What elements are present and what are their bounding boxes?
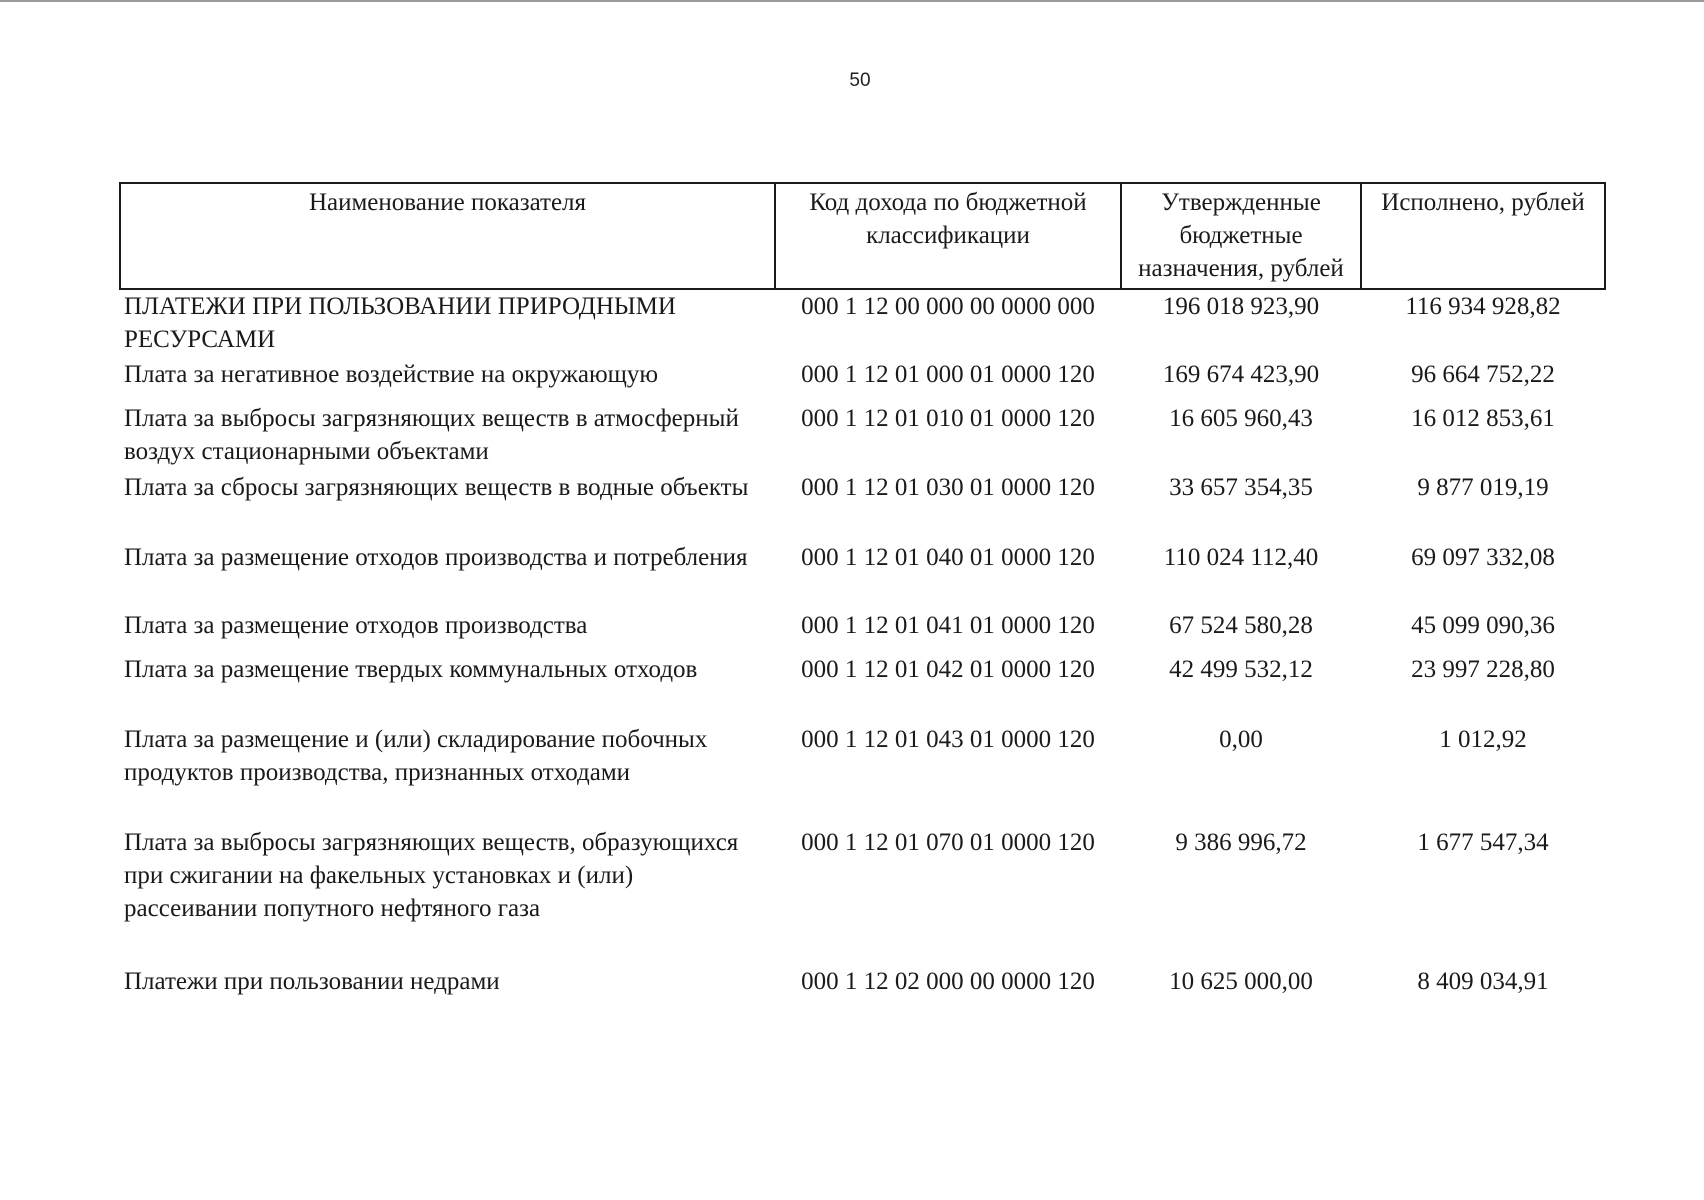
table-row <box>120 723 1605 826</box>
approved-amount: 0,00 <box>1219 726 1263 753</box>
revenue-code: 000 1 12 01 041 01 0000 120 <box>801 612 1095 639</box>
revenue-code: 000 1 12 01 010 01 0000 120 <box>801 405 1095 432</box>
approved-amount: 196 018 923,90 <box>1162 293 1320 320</box>
executed-amount: 69 097 332,08 <box>1411 544 1555 571</box>
executed-amount: 96 664 752,22 <box>1411 361 1555 388</box>
table-row <box>120 289 1605 358</box>
indicator-name: Плата за размещение твердых коммунальных отходов <box>124 656 698 683</box>
revenue-code: 000 1 12 01 042 01 0000 120 <box>801 656 1095 683</box>
page-number: 50 <box>849 70 871 91</box>
approved-amount: 10 625 000,00 <box>1169 968 1313 995</box>
header-approved-budget: Утвержденные бюджетные назначения, рублей <box>1121 183 1361 289</box>
table-row <box>120 471 1605 541</box>
executed-amount: 23 997 228,80 <box>1411 656 1555 683</box>
revenue-code: 000 1 12 01 070 01 0000 120 <box>801 829 1095 856</box>
executed-amount: 9 877 019,19 <box>1417 474 1549 501</box>
approved-amount: 110 024 112,40 <box>1163 544 1319 571</box>
approved-amount: 33 657 354,35 <box>1169 474 1313 501</box>
header-revenue-code: Код дохода по бюджетной классификации <box>775 183 1121 289</box>
executed-amount: 116 934 928,82 <box>1405 293 1561 320</box>
indicator-name: Плата за выбросы загрязняющих веществ в атмосферный воздух стационарными объектами <box>124 405 739 465</box>
indicator-name: Плата за размещение и (или) складирование побочных продуктов производства, признанных отходами <box>124 726 708 786</box>
revenue-code: 000 1 12 01 040 01 0000 120 <box>801 544 1095 571</box>
approved-amount: 16 605 960,43 <box>1169 405 1313 432</box>
revenue-code: 000 1 12 00 000 00 0000 000 <box>801 293 1095 320</box>
table-row <box>120 653 1605 723</box>
indicator-name: Платежи при пользовании недрами <box>124 968 500 995</box>
indicator-name: ПЛАТЕЖИ ПРИ ПОЛЬЗОВАНИИ ПРИРОДНЫМИ РЕСУРСАМИ <box>124 293 676 353</box>
indicator-name: Плата за размещение отходов производства <box>124 612 588 639</box>
table-row <box>120 402 1605 471</box>
executed-amount: 16 012 853,61 <box>1411 405 1555 432</box>
revenue-code: 000 1 12 02 000 00 0000 120 <box>801 968 1095 995</box>
executed-amount: 45 099 090,36 <box>1411 612 1555 639</box>
header-indicator-name: Наименование показателя <box>120 183 775 289</box>
table-row <box>120 609 1605 653</box>
indicator-name: Плата за негативное воздействие на окружающую <box>124 361 659 388</box>
revenue-code: 000 1 12 01 030 01 0000 120 <box>801 474 1095 501</box>
approved-amount: 169 674 423,90 <box>1162 361 1320 388</box>
approved-amount: 42 499 532,12 <box>1169 656 1313 683</box>
page-top-edge <box>0 0 1704 2</box>
executed-amount: 1 012,92 <box>1439 726 1527 753</box>
table-row <box>120 965 1605 1005</box>
approved-amount: 9 386 996,72 <box>1175 829 1307 856</box>
indicator-name: Плата за размещение отходов производства и потребления <box>124 544 748 571</box>
table-row <box>120 826 1605 965</box>
indicator-name: Плата за сбросы загрязняющих веществ в водные объекты <box>124 474 749 501</box>
table-header-row <box>120 183 1605 289</box>
revenue-code: 000 1 12 01 043 01 0000 120 <box>801 726 1095 753</box>
header-executed: Исполнено, рублей <box>1361 183 1605 289</box>
executed-amount: 1 677 547,34 <box>1417 829 1549 856</box>
executed-amount: 8 409 034,91 <box>1417 968 1549 995</box>
budget-revenue-table <box>119 182 1606 1005</box>
table-row <box>120 541 1605 609</box>
indicator-name: Плата за выбросы загрязняющих веществ, образующихся при сжигании на факельных установках и (или) рассеивании попутного нефтяного газа <box>124 829 739 922</box>
table-row <box>120 358 1605 402</box>
approved-amount: 67 524 580,28 <box>1169 612 1313 639</box>
revenue-code: 000 1 12 01 000 01 0000 120 <box>801 361 1095 388</box>
